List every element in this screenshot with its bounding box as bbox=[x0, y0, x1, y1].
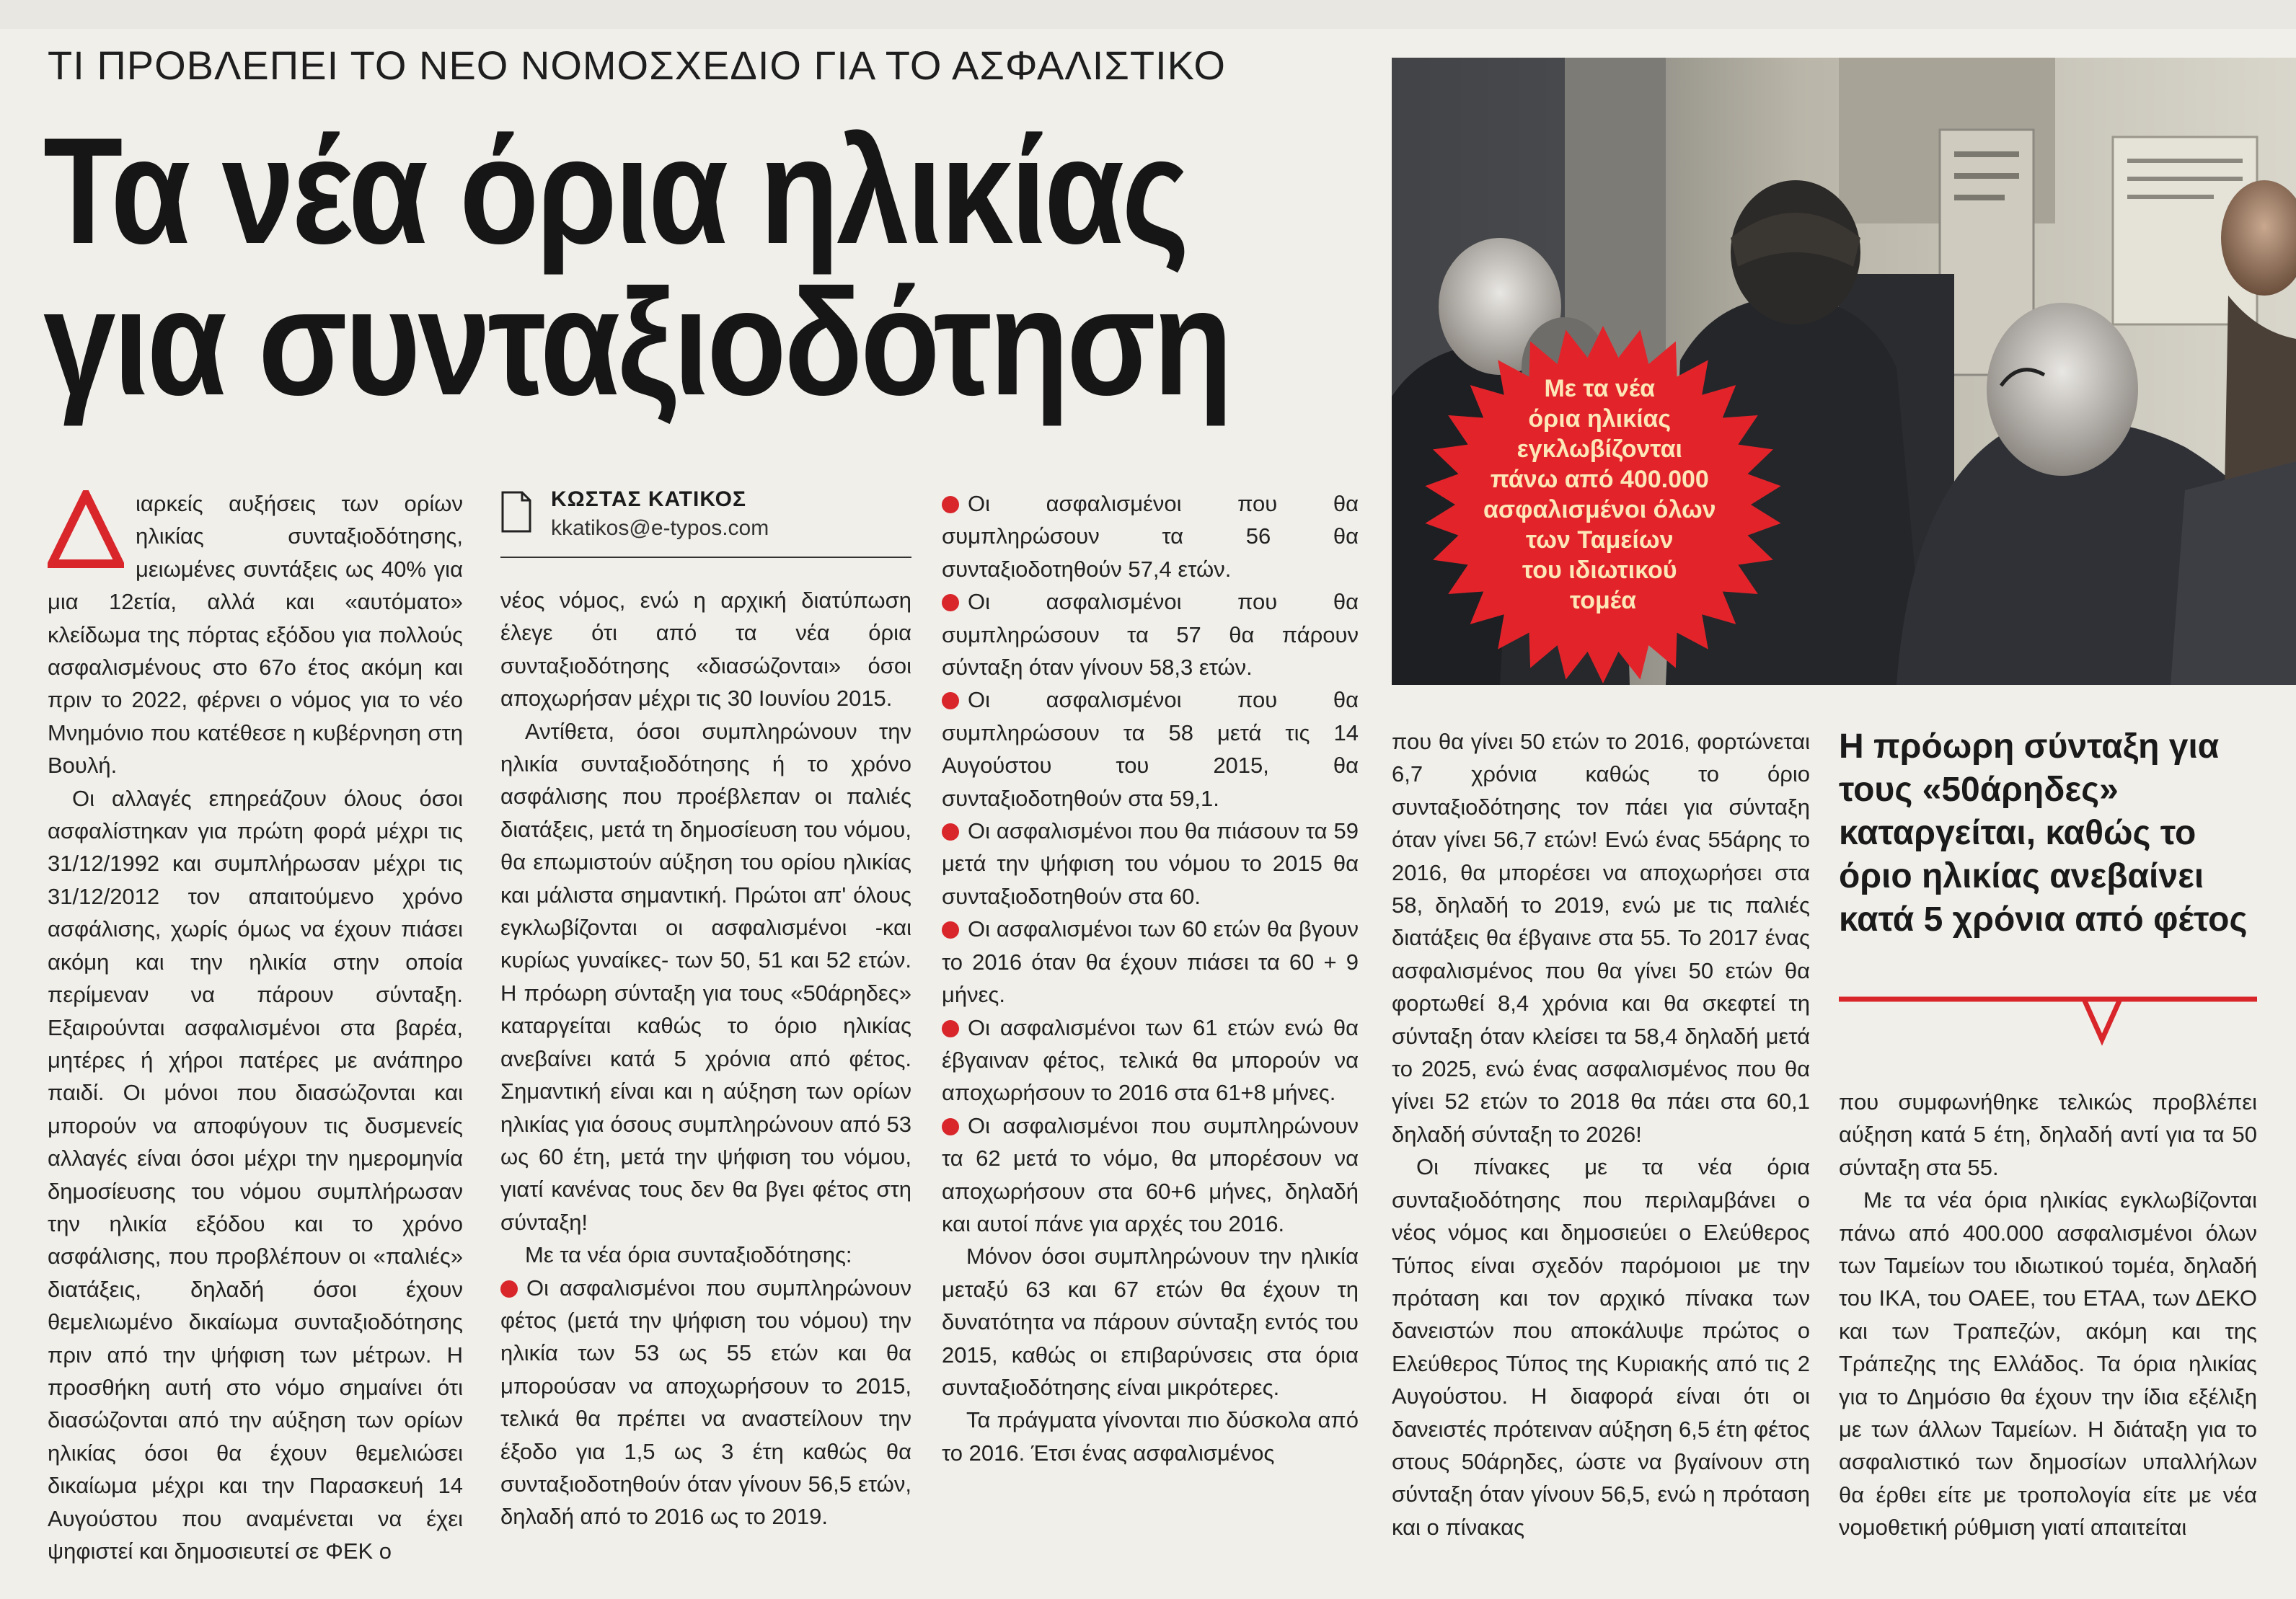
byline bbox=[500, 487, 911, 559]
author-email: kkatikos@e-typos.com bbox=[551, 516, 769, 540]
col1-paragraph: Οι αλλαγές επηρεάζουν όλους όσοι ασφαλίστηκαν για πρώτη φορά μέχρι τις 31/12/1992 και συμπλήρωσαν μέχρι τις 31/12/2012 τον απαιτούμενο χρόνο ασφάλισης, χωρίς όμως να έχουν πιάσει ακόμη και την ηλικία στην οποία περίμεναν να πάρουν σύνταξη. Εξαιρούνται ασφαλισμένοι στα βαρέα, μητέρες ή χήροι πατέρες με ανάπηρο παιδί. Οι μόνοι που διασώζονται και μπορούν να αποφύγουν τις δυσμενείς αλλαγές είναι όσοι μέχρι την ημερομηνία δημοσίευσης του νόμου συμπλήρωσαν την ηλικία εξόδου και το χρόνο ασφάλισης, που προβλέπουν οι «παλιές» διατάξεις, δηλαδή όσοι έχουν θεμελιωμένο δικαίωμα συνταξιοδότησης πριν από την ψήφιση των μέτρων. Η προσθήκη αυτή στο νόμο σημαίνει ότι διασώζονται από την αύξηση των ορίων ηλικίας όσοι θα έχουν θεμελιώσει δικαίωμα μέχρι και την Παρασκευή 14 Αυγούστου που αναμένεται να έχει ψηφιστεί και δημοσιευτεί σε ΦΕΚ ο bbox=[48, 785, 463, 1564]
col2-intro-line: Με τα νέα όρια συνταξιοδότησης: bbox=[525, 1242, 852, 1268]
col5-paragraph: Με τα νέα όρια ηλικίας εγκλωβίζονται πάνω από 400.000 ασφαλισμένοι όλων των Ταμείων του ιδιωτικού τομέα, δηλαδή του ΙΚΑ, του ΟΑΕΕ, του ΕΤΑΑ, των ΔΕΚΟ και των Τραπεζών, ακόμη και της Τράπεζης της Ελλάδος. Τα όρια ηλικίας για το Δημόσιο θα έχουν την ίδια εξέλιξη με των άλλων Ταμείων. Η διάταξη για το ασφαλιστικό των δημοσίων υπαλλήλων θα έρθει είτε με τροπολογία είτε με νέα νομοθετική ρύθμιση γιατί απαιτείται bbox=[1839, 1187, 2257, 1541]
col3-bullet: Οι ασφαλισμένοι των 61 ετών ενώ θα έβγαιναν φέτος, τελικά θα μπορούν να αποχωρήσουν το 2016 στα 61+8 μήνες. bbox=[942, 1011, 1359, 1109]
column-4 bbox=[1392, 725, 1810, 1543]
byline-rule bbox=[500, 557, 911, 558]
column-5 bbox=[1839, 1086, 2257, 1544]
col4-paragraph: Οι πίνακες με τα νέα όρια συνταξιοδότησης που περιλαμβάνει ο νέος νόμος και δημοσιεύει ο Ελεύθερος Τύπος είναι σχεδόν παρόμοιοι με την πρόταση και τον αρχικό πίνακα των δανειστών που αποκάλυψε πρώτος ο Ελεύθερος Τύπος της Κυριακής από τις 2 Αυγούστου. Η διαφορά είναι ότι οι δανειστές πρότειναν αύξηση 6,5 έτη φέτος στους 50άρηδες, ώστε να βγαίνουν στη σύνταξη όταν γίνουν 56,5, ενώ η πρόταση και ο πίνακας bbox=[1392, 1154, 1810, 1540]
dropcap-delta-icon bbox=[48, 490, 124, 570]
col2-bullet: Οι ασφαλισμένοι που συμπληρώνουν φέτος (μετά την ψήφιση του νόμου) την ηλικία των 53 ως 55 ετών και θα μπορούσαν να αποχωρήσουν το 2015, τελικά θα πρέπει να αναστείλουν την έξοδο για 1,5 ως 3 έτη καθώς θα συνταξιοδοτηθούν όταν γίνουν 56,5 ετών, δηλαδή από το 2016 ως το 2019. bbox=[500, 1272, 911, 1533]
document-icon bbox=[500, 490, 532, 533]
pull-quote: Η πρόωρη σύνταξη για τους «50άρηδες» καταργείται, καθώς το όριο ηλικίας ανεβαίνει κατά 5 χρόνια από φέτος bbox=[1839, 727, 2248, 939]
col5-paragraph: που συμφωνήθηκε τελικώς προβλέπει αύξηση κατά 5 έτη, δηλαδή αντί για τα 50 σύνταξη στα 55. bbox=[1839, 1089, 2257, 1180]
col3-bullet: Οι ασφαλισμένοι των 60 ετών θα βγουν το 2016 όταν θα έχουν πιάσει τα 60 + 9 μήνες. bbox=[942, 913, 1359, 1011]
headline-line-1: Τα νέα όρια ηλικίας bbox=[43, 106, 1188, 275]
col4-paragraph: που θα γίνει 50 ετών το 2016, φορτώνεται 6,7 χρόνια καθώς το όριο συνταξιοδότησης τον πάει για σύνταξη όταν γίνει 56,7 ετών! Ενώ ένας 55άρης το 2016, θα μπορέσει να αποχωρήσει στα 58, δηλαδή το 2019, ενώ με τις παλιές διατάξεις θα έβγαινε στα 55. Το 2017 ένας ασφαλισμένος που θα γίνει 50 ετών θα φορτωθεί 8,4 χρόνια και θα σκεφτεί τη σύνταξη όταν κλείσει τα 58,4 δηλαδή μετά το 2025, ενώ ένας ασφαλισμένος που θα γίνει 52 ετών το 2018 θα πάει στα 60,1 δηλαδή σύνταξη το 2026! bbox=[1392, 729, 1810, 1147]
col3-bullet: Οι ασφαλισμένοι που θα πιάσουν τα 59 μετά την ψήφιση του νόμου το 2015 θα συνταξιοδοτηθούν στα 60. bbox=[942, 815, 1359, 913]
author-name: ΚΩΣΤΑΣ ΚΑΤΙΚΟΣ bbox=[551, 487, 746, 511]
col3-paragraph: Τα πράγματα γίνονται πιο δύσκολα από το 2016. Έτσι ένας ασφαλισμένος bbox=[942, 1407, 1359, 1466]
article-kicker: ΤΙ ΠΡΟΒΛΕΠΕΙ ΤΟ ΝΕΟ ΝΟΜΟΣΧΕΔΙΟ ΓΙΑ ΤΟ ΑΣΦΑΛΙΣΤΙΚΟ bbox=[48, 43, 1226, 88]
pull-quote-rule bbox=[1839, 996, 2259, 1047]
col3-paragraph: Μόνον όσοι συμπληρώνουν την ηλικία μεταξύ 63 και 67 ετών θα έχουν τη δυνατότητα να πάρουν σύνταξη εντός του 2015, καθώς οι επιβαρύνσεις στα όρια συνταξιοδότησης είναι μικρότερες. bbox=[942, 1244, 1359, 1400]
page-top-edge bbox=[0, 0, 2296, 29]
col2-paragraph: Αντίθετα, όσοι συμπληρώνουν την ηλικία συνταξιοδότησης ή το χρόνο ασφάλισης που προέβλεπαν οι παλιές διατάξεις, μετά τη δημοσίευση του νόμου, θα επωμιστούν αύξηση του ορίου ηλικίας και μάλιστα σημαντική. Πρώτοι απ' όλους εγκλωβίζονται οι ασφαλισμένοι -και κυρίως γυναίκες- των 50, 51 και 52 ετών. Η πρόωρη σύνταξη για τους «50άρηδες» καταργείται καθώς το όριο ηλικίας ανεβαίνει κατά 5 χρόνια από φέτος. Σημαντική είναι και η αύξηση των ορίων ηλικίας για όσους συμπληρώνουν από 53 ως 60 έτη, μετά την ψήφιση του νόμου, γιατί κανένας τους δεν θα βγει φέτος στη σύνταξη! bbox=[500, 718, 911, 1235]
starburst-callout bbox=[1412, 324, 1794, 699]
col2-paragraph: νέος νόμος, ενώ η αρχική διατύπωση έλεγε ότι από τα νέα όρια συνταξιοδότησης «διασώζονται» όσοι αποχωρήσαν μέχρι τις 30 Ιουνίου 2015. bbox=[500, 588, 911, 712]
starburst-text: Με τα νέα όρια ηλικίας εγκλωβίζονται πάνω από 400.000 ασφαλισμένοι όλων των Ταμείων του ιδιωτικού τομέα bbox=[1483, 375, 1716, 614]
col3-bullet: Οι ασφαλισμένοι που συμπληρώνουν τα 62 μετά το νόμο, θα μπορέσουν να αποχωρήσουν στα 60+6 μήνες, δηλαδή και αυτοί πάνε για αρχές του 2016. bbox=[942, 1109, 1359, 1241]
article-headline bbox=[43, 106, 1231, 427]
headline-line-2: για συνταξιοδότηση bbox=[43, 257, 1231, 427]
column-1 bbox=[48, 487, 463, 1567]
col3-bullet: Οι ασφαλισμένοι που θα συμπληρώσουν τα 57 θα πάρουν σύνταξη όταν γίνουν 58,3 ετών. bbox=[942, 585, 1359, 683]
col3-bullet: Οι ασφαλισμένοι που θα συμπληρώσουν τα 58 μετά τις 14 Αυγούστου του 2015, θα συνταξιοδοτηθούν στα 59,1. bbox=[942, 683, 1359, 815]
col1-lead-paragraph: ιαρκείς αυξήσεις των ορίων ηλικίας συνταξιοδότησης, μειωμένες συντάξεις ως 40% για μια 12ετία, αλλά και «αυτόματο» κλείδωμα της πόρτας εξόδου για πολλούς ασφαλισμένους στο 67ο έτος ακόμη και πριν το 2022, φέρνει ο νόμος για το νέο Μνημόνιο που κατέθεσε η κυβέρνηση στη Βουλή. bbox=[48, 491, 463, 779]
column-2 bbox=[500, 584, 911, 1533]
col3-bullet: Οι ασφαλισμένοι που θα συμπληρώσουν τα 56 θα συνταξιοδοτηθούν 57,4 ετών. bbox=[942, 487, 1359, 585]
column-3 bbox=[942, 487, 1359, 1469]
